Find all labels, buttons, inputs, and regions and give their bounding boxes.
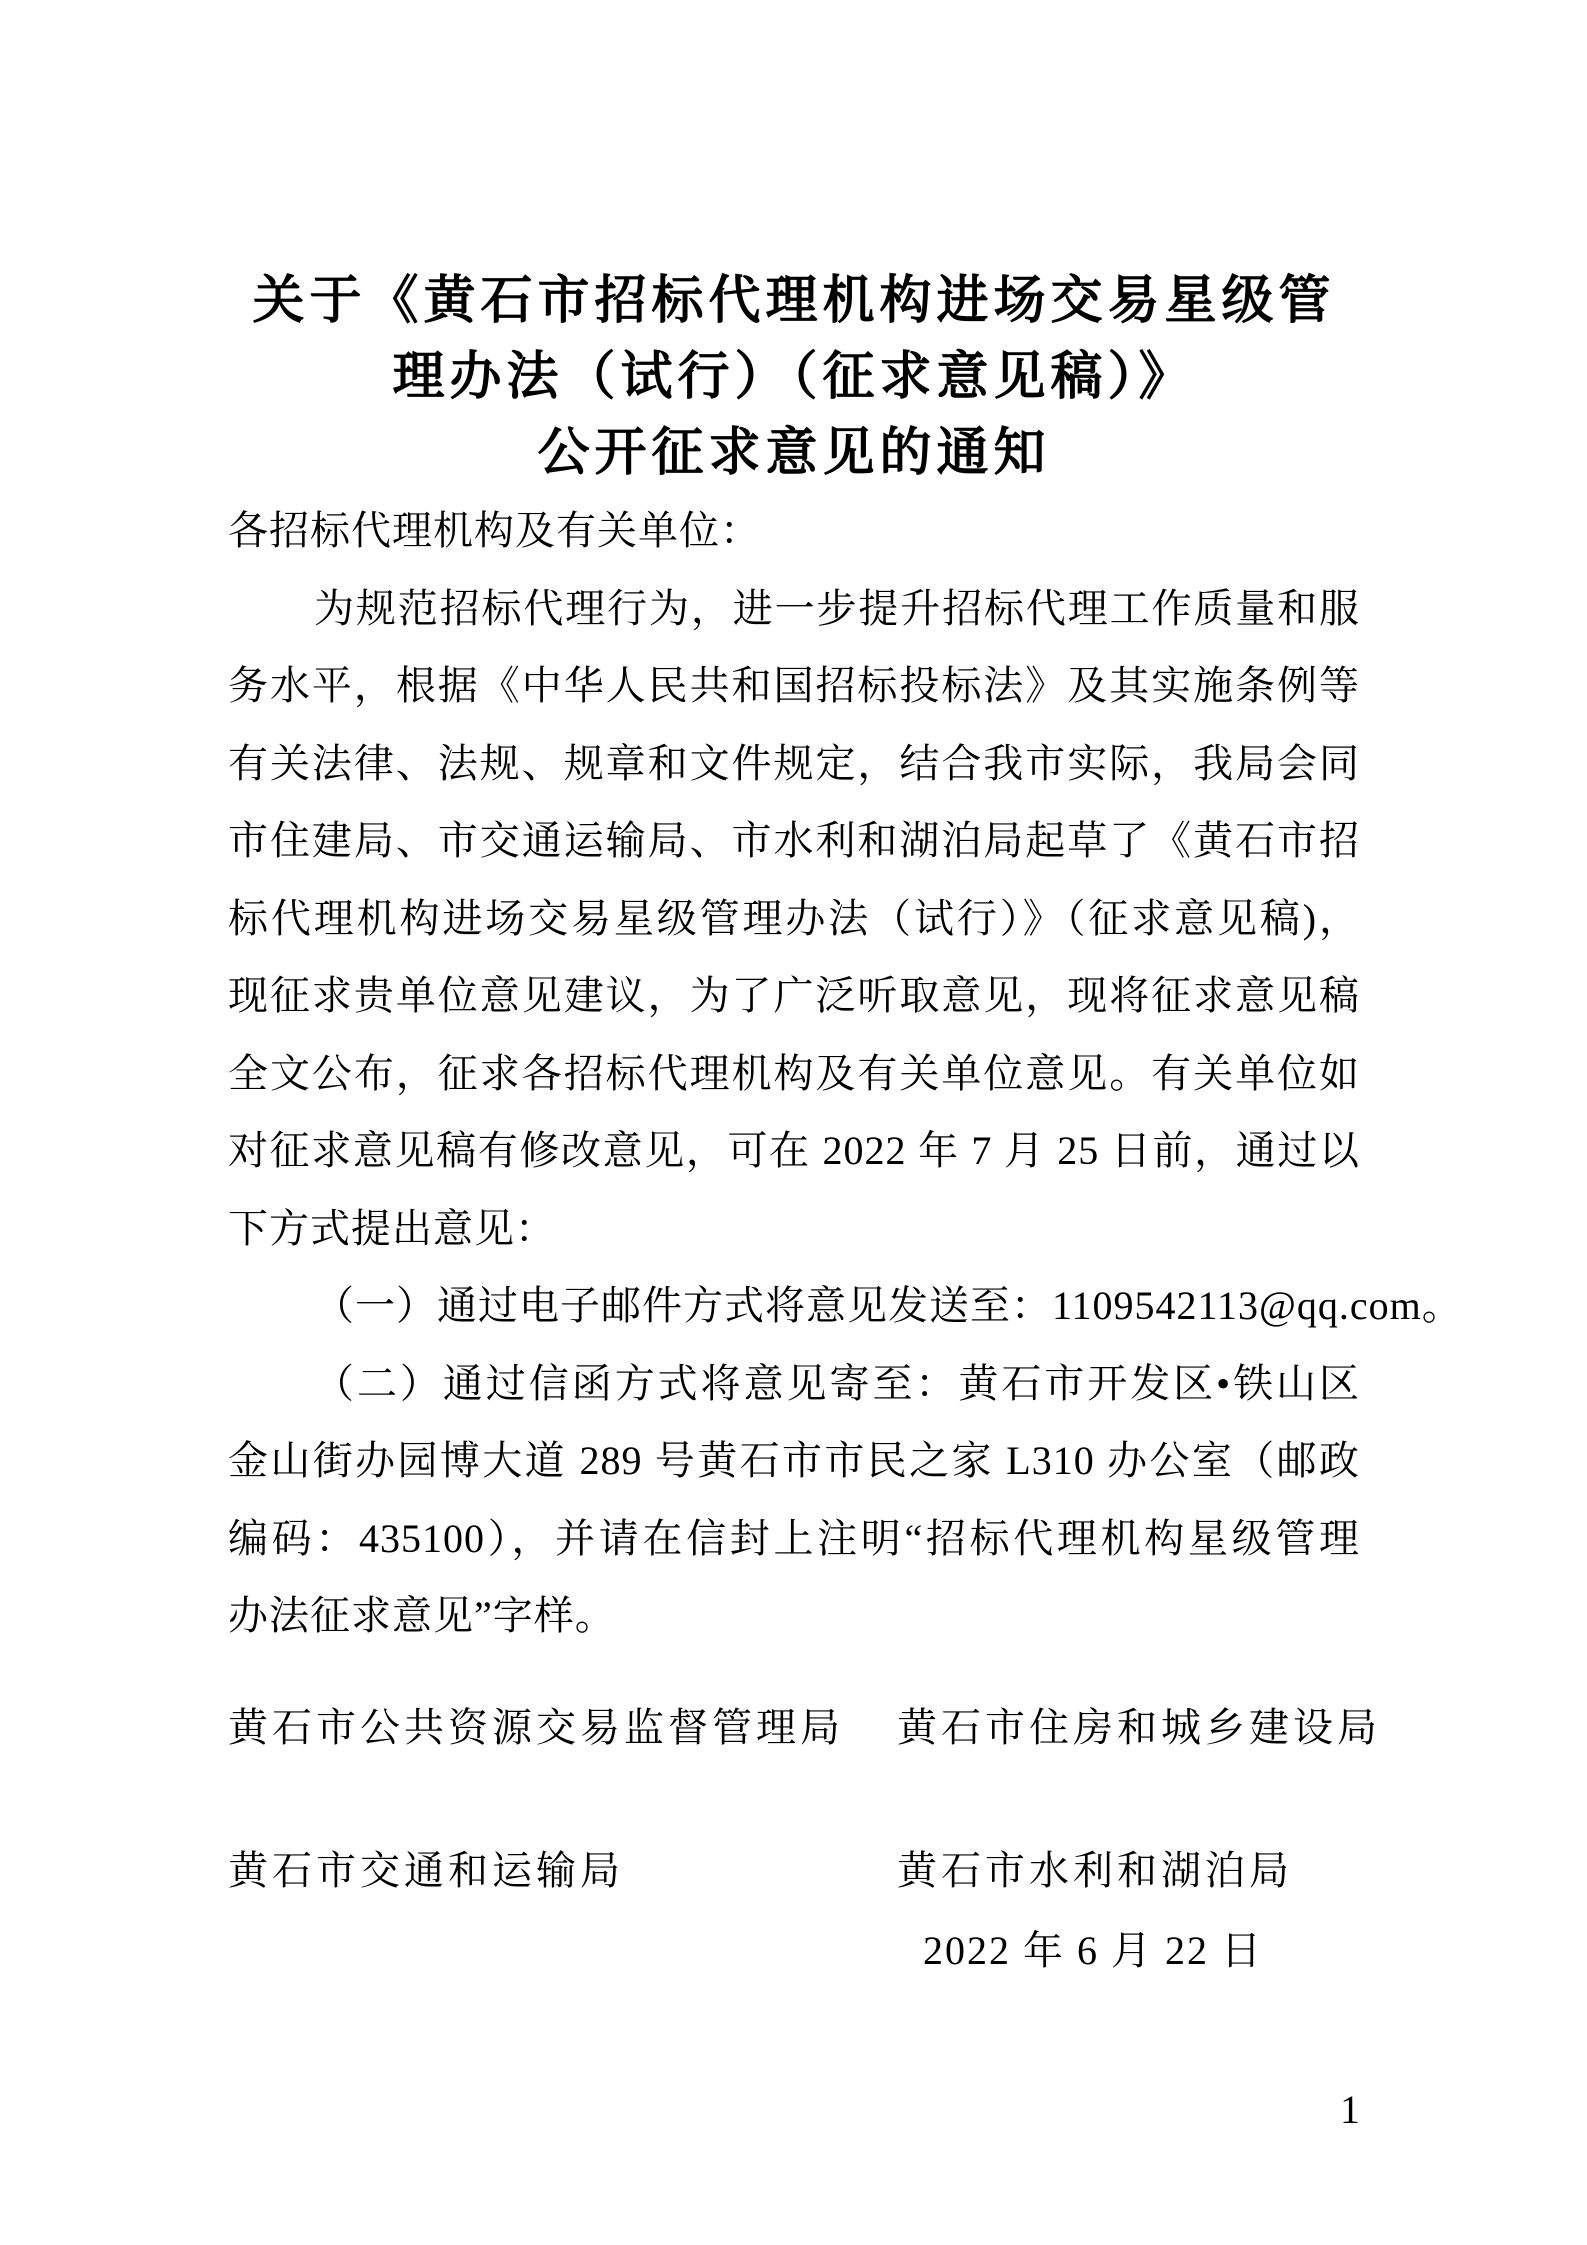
body-line: 市住建局、市交通运输局、市水利和湖泊局起草了《黄石市招 xyxy=(228,818,1360,863)
document-body xyxy=(228,492,1463,1655)
body-line: 为规范招标代理行为，进一步提升招标代理工作质量和服 xyxy=(314,585,1360,631)
signature-org-water-bureau: 黄石市水利和湖泊局 xyxy=(897,1848,1293,1893)
email-line: （一）通过电子邮件方式将意见发送至：1109542113@qq.com。 xyxy=(314,1283,1463,1328)
body-line: （二）通过信函方式将意见寄至：黄石市开发区•铁山区 xyxy=(314,1360,1360,1406)
body-line: 有关法律、法规、规章和文件规定，结合我市实际，我局会同 xyxy=(228,740,1360,786)
signature-row-2 xyxy=(0,1843,1587,1899)
signature-org-public-resources-bureau: 黄石市公共资源交易监督管理局 xyxy=(228,1705,844,1750)
title-line-2: 理办法（试行）（征求意见稿）》 xyxy=(392,348,1196,406)
title-line-1: 关于《黄石市招标代理机构进场交易星级管 xyxy=(252,272,1336,330)
body-line: 现征求贵单位意见建议，为了广泛听取意见，现将征求意见稿 xyxy=(228,973,1360,1018)
body-line: 对征求意见稿有修改意见，可在 2022 年 7 月 25 日前，通过以 xyxy=(228,1128,1360,1173)
document-title xyxy=(228,263,1360,491)
body-line: 办法征求意见”字样。 xyxy=(228,1593,616,1638)
title-line-3: 公开征求意见的通知 xyxy=(537,424,1051,482)
signature-row-1 xyxy=(0,1700,1587,1756)
body-line: 下方式提出意见： xyxy=(228,1205,556,1251)
signature-org-housing-bureau: 黄石市住房和城乡建设局 xyxy=(897,1705,1381,1750)
body-line: 标代理机构进场交易星级管理办法（试行）》（征求意见稿)， xyxy=(228,895,1360,941)
salutation-line: 各招标代理机构及有关单位： xyxy=(228,508,761,553)
body-line: 务水平，根据《中华人民共和国招标投标法》及其实施条例等 xyxy=(228,663,1360,708)
document-date: 2022 年 6 月 22 日 xyxy=(923,1928,1263,1973)
body-line: 全文公布，征求各招标代理机构及有关单位意见。有关单位如 xyxy=(228,1050,1360,1096)
signature-org-transport-bureau: 黄石市交通和运输局 xyxy=(228,1848,624,1893)
address-line: 金山街办园博大道 289 号黄石市市民之家 L310 办公室（邮政 xyxy=(228,1438,1360,1483)
body-line: 编码：435100），并请在信封上注明“招标代理机构星级管理 xyxy=(228,1515,1360,1561)
page-number: 1 xyxy=(1340,2087,1360,2132)
